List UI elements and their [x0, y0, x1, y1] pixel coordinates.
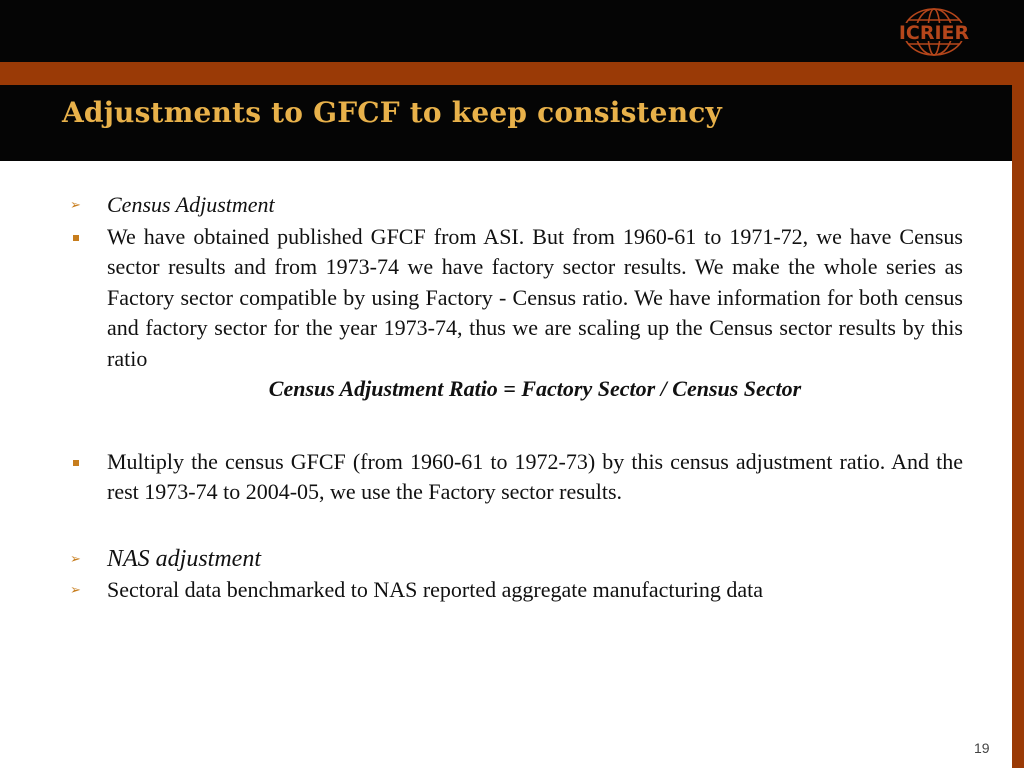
accent-strip — [0, 62, 1024, 85]
census-heading: Census Adjustment — [107, 192, 275, 217]
arrow-bullet-icon: ➢ — [70, 198, 81, 213]
slide-content — [70, 190, 963, 607]
formula: Census Adjustment Ratio = Factory Sector / Census Sector — [268, 376, 802, 401]
list-item — [70, 544, 963, 576]
list-item — [70, 190, 963, 222]
header-band — [0, 0, 1024, 62]
square-bullet-icon — [70, 222, 107, 254]
slide-title: Adjustments to GFCF to keep consistency — [62, 96, 722, 129]
nas-item: Sectoral data benchmarked to NAS reported aggregate manufacturing data — [107, 577, 764, 602]
list-item — [70, 575, 963, 607]
arrow-bullet-icon: ➢ — [70, 551, 81, 567]
square-bullet-icon — [70, 447, 107, 479]
logo-text: ICRIER — [898, 22, 970, 44]
icrier-logo — [882, 6, 986, 58]
page-number: 19 — [974, 740, 990, 756]
nas-heading: NAS adjustment — [107, 545, 261, 572]
multiply-paragraph: Multiply the census GFCF (from 1960-61 to 1972-73) by this census adjustment ratio. And the rest 1973-74 to 2004-05, we use the Factory sector results. — [107, 448, 963, 504]
right-accent-bar — [1012, 85, 1024, 768]
list-item — [70, 222, 963, 375]
list-item — [70, 447, 963, 508]
arrow-bullet-icon: ➢ — [70, 583, 81, 598]
census-paragraph: We have obtained published GFCF from ASI. But from 1960-61 to 1971-72, we have Census sector results and from 1973-74 we have factory sector results. We make the whole series as Factory sector compatible by using Factory - Census ratio. We have information for both census and factory sector for the year 1973-74, thus we are scaling up the Census sector results by this ratio — [107, 223, 963, 371]
